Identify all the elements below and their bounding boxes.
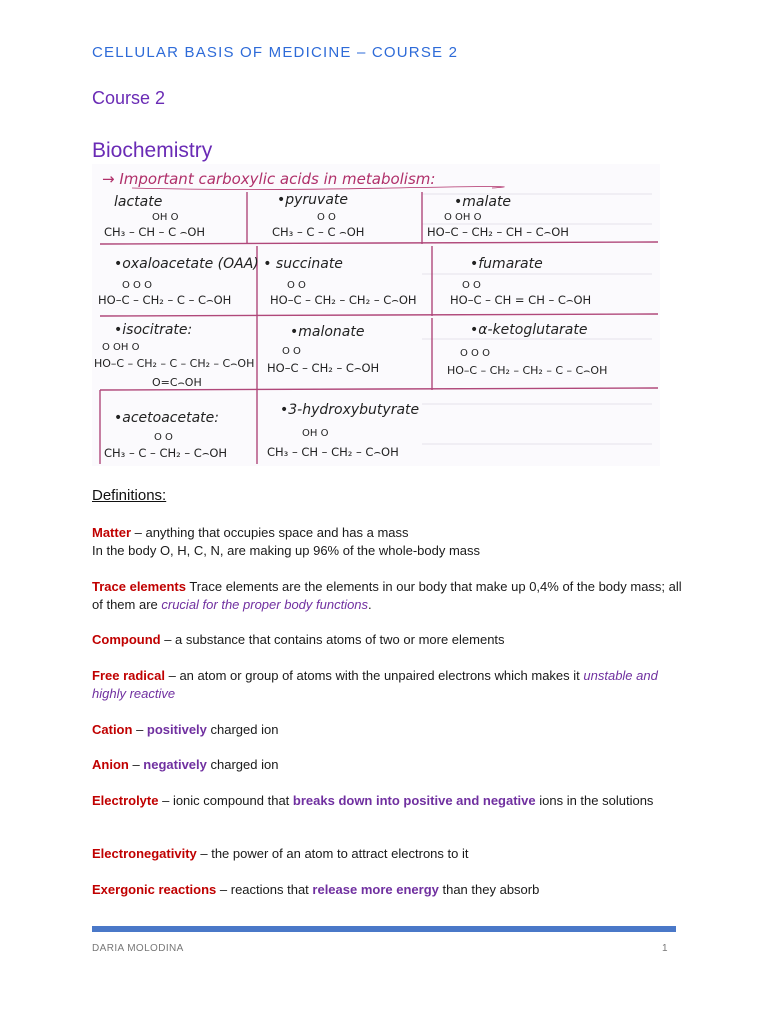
cell-top-malonate: O O [282, 346, 301, 357]
electrolyte-tail: ions in the solutions [535, 793, 654, 808]
cell-top-lactate: OH O [152, 212, 179, 223]
cell-isocitrate-branch: O=C⌢OH [152, 376, 202, 389]
cell-name-hydroxybutyrate: •3-hydroxybutyrate [280, 402, 420, 418]
footer-bar [92, 926, 676, 932]
definition-electrolyte [92, 792, 682, 810]
cell-name-pyruvate: •pyruvate [277, 192, 349, 208]
cell-formula-malonate: HO–C – CH₂ – C⌢OH [267, 361, 380, 375]
cell-top-malate: O OH O [444, 212, 482, 223]
handwritten-notes-image [92, 164, 660, 466]
cell-formula-isocitrate: HO–C – CH₂ – C – CH₂ – C⌢OH [94, 357, 255, 370]
term-free-radical: Free radical [92, 668, 165, 683]
matter-line2: In the body O, H, C, N, are making up 96% of the whole-body mass [92, 542, 481, 558]
cell-top-acetoacetate: O O [154, 432, 173, 443]
definition-matter [92, 524, 682, 559]
running-header: CELLULAR BASIS OF MEDICINE – COURSE 2 [92, 44, 459, 61]
cell-top-hydroxybutyrate: OH O [302, 428, 329, 439]
trace-tail: . [368, 596, 372, 612]
term-anion: Anion [92, 757, 129, 772]
electrolyte-emphasis: breaks down into positive and negative [292, 793, 536, 808]
cell-name-isocitrate: •isocitrate: [114, 322, 193, 338]
anion-emphasis: negatively [143, 757, 207, 772]
cell-top-akg: O O O [460, 348, 490, 359]
cell-formula-lactate: CH₃ – CH – C ⌢OH [104, 225, 206, 239]
cell-name-oaa-succinate: •oxaloacetate (OAA) • succinate [114, 256, 343, 272]
course-title: Course 2 [92, 88, 166, 108]
exergonic-emphasis: release more energy [312, 882, 439, 897]
cell-formula-succinate: HO–C – CH₂ – CH₂ – C⌢OH [270, 293, 417, 307]
cell-top-isocitrate: O OH O [102, 342, 140, 353]
footer-author: DARIA MOLODINA [92, 943, 184, 954]
anion-dash: – [128, 757, 144, 772]
anion-tail: charged ion [206, 757, 279, 772]
exergonic-tail: than they absorb [438, 882, 540, 897]
exergonic-text: – reactions that [216, 882, 313, 897]
term-exergonic: Exergonic reactions [92, 882, 217, 897]
cell-name-acetoacetate: •acetoacetate: [114, 410, 219, 426]
cell-top-succinate: O O [287, 280, 306, 291]
definition-electronegativity [92, 845, 682, 863]
cation-dash: – [132, 722, 147, 737]
definition-anion [92, 756, 682, 774]
cell-name-fumarate: •fumarate [470, 256, 543, 272]
cell-formula-fumarate: HO–C – CH = CH – C⌢OH [450, 293, 592, 307]
term-trace-elements: Trace elements [92, 579, 186, 594]
cell-name-akg: •α-ketoglutarate [470, 322, 588, 338]
cation-emphasis: positively [146, 722, 207, 737]
compound-text: – a substance that contains atoms of two or more elements [160, 632, 505, 647]
section-title: Biochemistry [92, 139, 213, 162]
cell-name-malonate: •malonate [290, 324, 365, 340]
page-number: 1 [662, 943, 668, 954]
radical-text: – an atom or group of atoms with the unpaired electrons which makes it [165, 668, 584, 683]
cell-formula-acetoacetate: CH₃ – C – CH₂ – C⌢OH [104, 446, 228, 460]
trace-emphasis: crucial for the proper body functions [161, 596, 369, 612]
cell-name-malate: •malate [454, 194, 512, 210]
cation-tail: charged ion [206, 722, 279, 737]
term-cation: Cation [92, 722, 133, 737]
term-matter: Matter [92, 525, 132, 540]
cell-formula-hydroxybutyrate: CH₃ – CH – CH₂ – C⌢OH [267, 445, 399, 459]
notes-heading: → Important carboxylic acids in metabolism: [102, 170, 436, 188]
cell-name-lactate: lactate [114, 194, 163, 210]
definition-trace-elements [92, 578, 682, 613]
definition-compound [92, 631, 682, 649]
term-electrolyte: Electrolyte [92, 793, 159, 808]
trace-text: Trace elements are the elements in our body that make up 0,4% of the body mass; all of them are [92, 579, 682, 612]
matter-text: – anything that occupies space and has a mass [131, 525, 409, 540]
cell-top-pyruvate: O O [317, 212, 336, 223]
definition-free-radical [92, 667, 682, 702]
definitions-heading: Definitions: [92, 487, 167, 504]
term-compound: Compound [92, 632, 161, 647]
electrolyte-text: – ionic compound that [158, 793, 293, 808]
definition-cation [92, 721, 682, 739]
cell-top-fumarate: O O [462, 280, 481, 291]
cell-formula-oaa: HO–C – CH₂ – C – C⌢OH [98, 293, 232, 307]
term-electronegativity: Electronegativity [92, 846, 197, 861]
radical-emphasis: unstable and highly reactive [92, 668, 658, 701]
cell-formula-pyruvate: CH₃ – C – C ⌢OH [272, 225, 365, 239]
electronegativity-text: – the power of an atom to attract electrons to it [196, 846, 469, 861]
cell-formula-akg: HO–C – CH₂ – CH₂ – C – C⌢OH [447, 364, 608, 377]
cell-top-oaa: O O O [122, 280, 152, 291]
cell-formula-malate: HO–C – CH₂ – CH – C⌢OH [427, 225, 569, 239]
definition-exergonic [92, 881, 682, 899]
